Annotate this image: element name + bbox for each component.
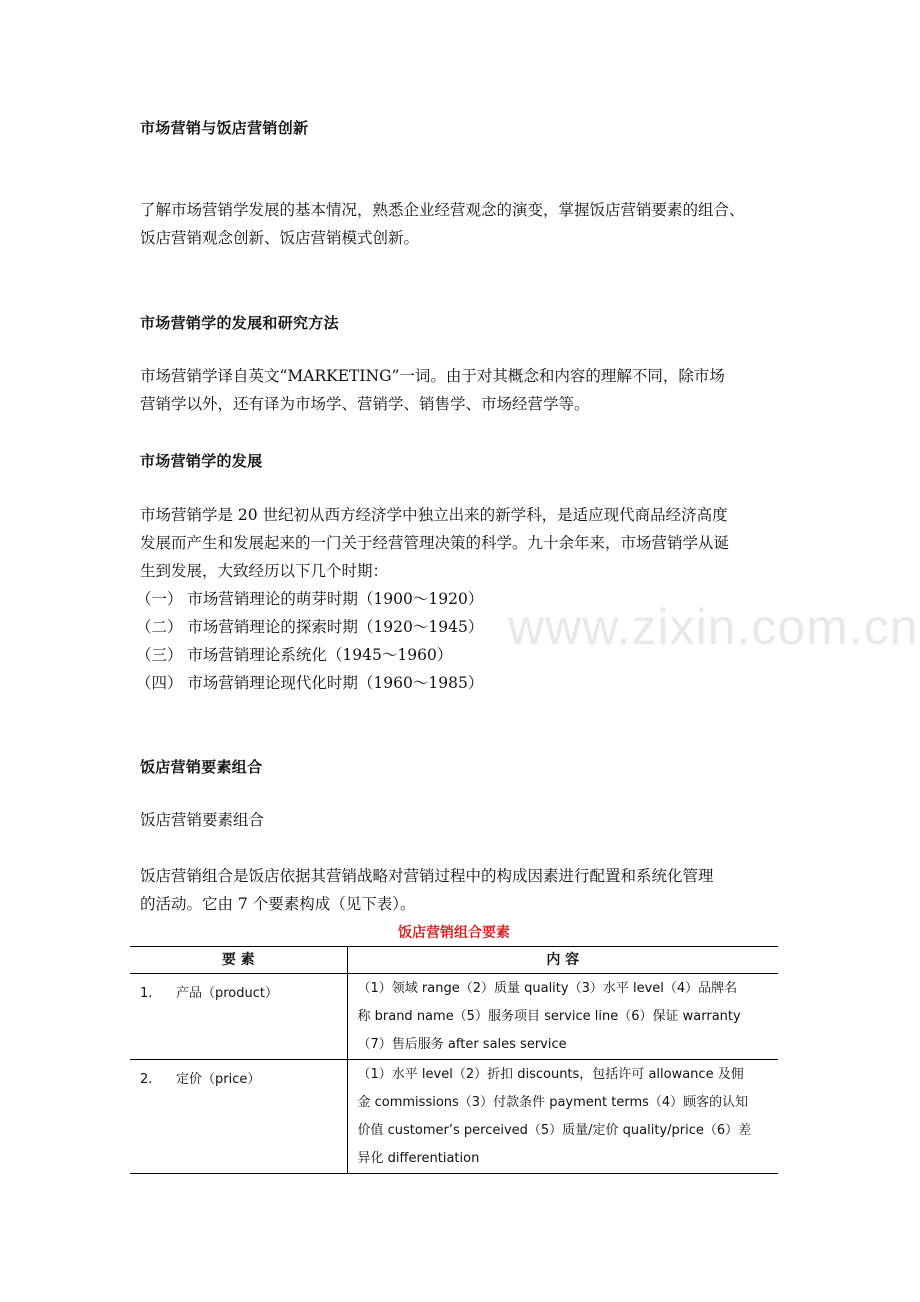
list-item: （二） 市场营销理论的探索时期（1920～1945）: [136, 618, 484, 636]
list-item: （一） 市场营销理论的萌芽时期（1900～1920）: [136, 590, 484, 608]
content-line: 异化 differentiation: [357, 1151, 480, 1166]
element-name: 产品（product）: [176, 986, 279, 1001]
text-line: 的活动。它由 7 个要素构成（见下表）。: [140, 895, 416, 913]
text-line: 饭店营销观念创新、饭店营销模式创新。: [140, 229, 420, 247]
section-paragraph: [140, 501, 785, 585]
section-heading: 市场营销学的发展和研究方法: [140, 314, 339, 332]
text-line: 生到发展，大致经历以下几个时期：: [140, 562, 389, 580]
element-cell: [130, 1060, 347, 1174]
content-line: （7）售后服务 after sales service: [357, 1037, 567, 1052]
content-line: （1）领域 range（2）质量 quality（3）水平 level（4）品牌名: [357, 981, 738, 996]
section-heading: 饭店营销要素组合: [140, 758, 263, 776]
content-cell: [347, 974, 778, 1060]
watermark: www.zixin.com.cn: [508, 599, 919, 655]
objective-paragraph: [140, 196, 785, 252]
table-header-row: [130, 947, 778, 974]
content-line: （1）水平 level（2）折扣 discounts，包括许可 allowance 及佣: [357, 1067, 744, 1082]
section-heading: 市场营销学的发展: [140, 452, 263, 470]
section-paragraph: [140, 362, 785, 418]
content-line: 金 commissions（3）付款条件 payment terms（4）顾客的认知: [357, 1095, 749, 1110]
list-item: （四） 市场营销理论现代化时期（1960～1985）: [136, 674, 484, 692]
table-row: [130, 1060, 778, 1174]
content-cell: [347, 1060, 778, 1174]
element-name: 定价（price）: [176, 1072, 261, 1087]
text-line: 发展而产生和发展起来的一门关于经营管理决策的科学。九十余年来，市场营销学从诞: [140, 534, 730, 552]
column-header-element: 要 素: [130, 947, 347, 974]
element-cell: [130, 974, 347, 1060]
row-number: 1.: [140, 986, 153, 1001]
table-row: [130, 974, 778, 1060]
list-item: （三） 市场营销理论系统化（1945～1960）: [136, 646, 453, 664]
row-number: 2.: [140, 1072, 153, 1087]
marketing-mix-table: [130, 946, 778, 1174]
table-caption: 饭店营销组合要素: [398, 925, 510, 941]
content-line: 价值 customer’s perceived（5）质量/定价 quality/price（6）差: [357, 1123, 752, 1138]
text-line: 营销学以外，还有译为市场学、营销学、销售学、市场经营学等。: [140, 395, 590, 413]
content-line: 称 brand name（5）服务项目 service line（6）保证 warranty: [357, 1009, 741, 1024]
section-paragraph: [140, 862, 785, 918]
text-line: 市场营销学是 20 世纪初从西方经济学中独立出来的新学科，是适应现代商品经济高度: [140, 506, 728, 524]
text-line: 市场营销学译自英文“MARKETING”一词。由于对其概念和内容的理解不同，除市场: [140, 367, 725, 385]
text-line: 饭店营销组合是饭店依据其营销战略对营销过程中的构成因素进行配置和系统化管理: [140, 867, 714, 885]
page-title: 市场营销与饭店营销创新: [140, 119, 309, 137]
column-header-content: 内 容: [347, 947, 778, 974]
section-subheading: 饭店营销要素组合: [140, 811, 265, 829]
text-line: 了解市场营销学发展的基本情况，熟悉企业经营观念的演变，掌握饭店营销要素的组合、: [140, 201, 745, 219]
